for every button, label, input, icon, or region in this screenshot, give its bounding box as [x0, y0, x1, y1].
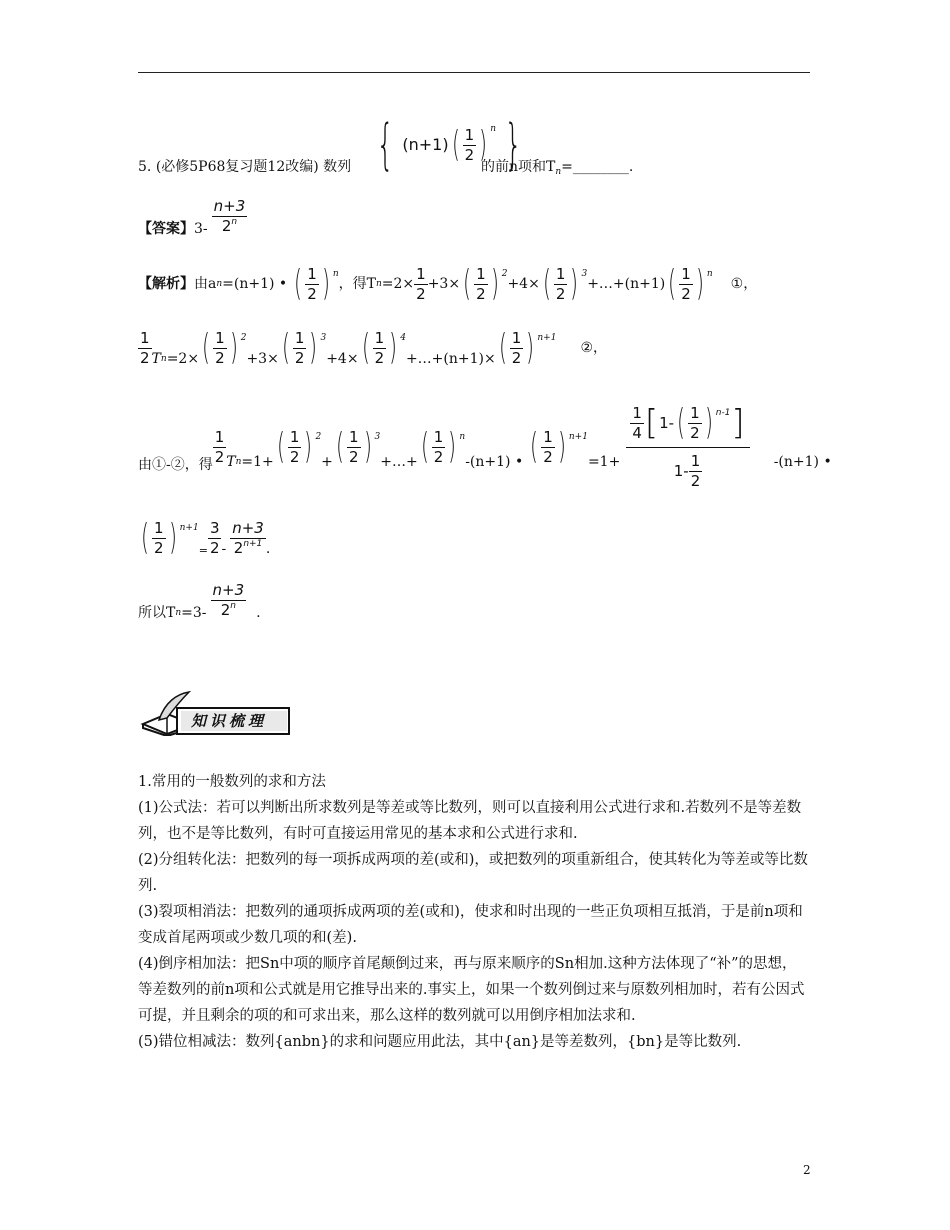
knowledge-item-2: (2)分组转化法：把数列的每一项拆成两项的差(或和)，或把数列的项重新组合，使其转化为等差或等比数列. [138, 852, 808, 894]
answer-num: n+3 [213, 196, 246, 215]
text-d: =2× [381, 276, 415, 292]
knowledge-item-1: (1)公式法：若可以判断出所求数列是等差或等比数列，则可以直接利用公式进行求和.若数列不是等差数列，也不是等比数列，有时可直接运用常见的基本求和公式进行求和. [138, 800, 802, 842]
text-a: 由a [194, 276, 217, 292]
quarter-num: 1 [632, 403, 642, 422]
quarter-den: 4 [632, 423, 642, 442]
knowledge-item-5: (5)错位相减法：数列{anbn}的求和问题应用此法，其中{an}是等差数列，{bn}是等比数列. [138, 1034, 742, 1050]
text-c: ，得T [338, 276, 376, 292]
blank: =________. [561, 159, 634, 175]
text-a: 所以T [138, 605, 176, 621]
period: . [265, 541, 271, 557]
answer-line: 【答案】 3- $\frac{n+3}{2^n}$ [138, 196, 246, 237]
text-b: =(n+1) • [222, 276, 288, 292]
header-rule [138, 72, 810, 73]
equals: = [198, 543, 208, 557]
analysis-line-1: 【解析】 由a n =(n+1) • ( $\frac{1}{2}$ ) n ，得T n =2× $\frac{1}{2}$ +3× ( $\frac{1}{2}$ ) 2 +4× ( $\frac{1}{2}$ ) 3 +…+(n+1) ( $\frac{1}{2}$ ) n ①， [138, 263, 758, 304]
equation-mark-1: ①， [730, 276, 758, 292]
analysis-line-4: ( $\frac{1}{2}$ ) n+1 = $\frac{3}{2}$ - $\frac{n+3}{2^{n+1}}$ . [141, 517, 271, 558]
problem-line [138, 160, 351, 174]
analysis-line-3: 由①-②，得 $\frac{1}{2}$ T n =1+ ( $\frac{1}{2}$ ) 2 + ( $\frac{1}{2}$ ) 3 +…+ ( $\frac{1}{2}$ ) n -(n+1) • ( $\frac{1}{2}$ ) n+1 =1+ $\frac{1}{4}$ [ 1- ( $\frac{1}{2}$ ) n-1 ] 1- $\frac{1}{2}$ -(n+1) • [138, 402, 832, 490]
analysis-label: 【解析】 [138, 276, 194, 292]
knowledge-item-4: (4)倒序相加法：把Sn中项的顺序首尾颠倒过来，再与原来顺序的Sn相加.这种方法体现了“补”的思想，等差数列的前n项和公式就是用它推导出来的.事实上，如果一个数列倒过来与原数列相加时，若有公因式可提，并且剩余的项的和可求出来，那么这样的数列就可以用倒序相加法求和. [138, 956, 805, 1024]
badge-text: 知识梳理 [191, 712, 268, 730]
sequence-braces: { (n+1) ( $\frac{1}{2}$ ) n } [376, 113, 522, 176]
knowledge-item-3: (3)裂项相消法：把数列的通项拆成两项的差(或和)，使求和时出现的一些正负项相互抵消，于是前n项和变成首尾两项或少数几项的和(差). [138, 904, 803, 946]
text-e: -(n+1) • [465, 454, 524, 470]
one-minus: 1- [659, 413, 675, 432]
equation-mark-2: ②， [580, 340, 607, 356]
text-d: +…+ [380, 454, 418, 470]
knowledge-badge [137, 690, 291, 736]
text-b: =1+ [241, 454, 274, 470]
minus: - [221, 541, 227, 557]
text-c: +4× [326, 351, 359, 367]
text-b: +3× [246, 351, 279, 367]
t-symbol: T [151, 351, 161, 367]
problem-text-before: 数列 [323, 159, 352, 175]
text-c: + [321, 454, 333, 470]
text-a: =2× [166, 351, 200, 367]
text-a: 由①-②，得 [138, 457, 213, 473]
result-den: 2 [233, 538, 244, 557]
page-number: 2 [803, 1163, 811, 1177]
problem-number: 5. [138, 159, 152, 175]
knowledge-section [138, 769, 810, 1055]
text-g: -(n+1) • [773, 454, 832, 470]
term-factor: (n+1) [402, 135, 449, 154]
text-f: +4× [507, 276, 540, 292]
text-b: =3- [181, 605, 207, 621]
problem-text-after: 的前n项和T [481, 159, 556, 175]
three-num: 3 [209, 518, 220, 537]
frac-den: 2 [464, 145, 475, 164]
answer-label: 【答案】 [138, 221, 194, 237]
answer-den: 2 [221, 216, 232, 235]
text-f: =1+ [587, 454, 621, 470]
t-symbol: T [226, 454, 236, 470]
conclusion-line: 所以T n =3- $\frac{n+3}{2^n}$ . [138, 580, 261, 621]
problem-source: (必修5P68复习题12改编) [155, 159, 319, 175]
big-fraction: $\frac{1}{4}$ [ 1- ( $\frac{1}{2}$ ) n-1 ] 1- $\frac{1}{2}$ [626, 405, 749, 489]
frac-num: 1 [464, 125, 475, 144]
den-one-minus: 1- [673, 462, 689, 480]
result-num: n+3 [232, 518, 264, 537]
analysis-line-2: $\frac{1}{2}$ T n =2× ( $\frac{1}{2}$ ) 2 +3× ( $\frac{1}{2}$ ) 3 +4× ( $\frac{1}{2}$ ) 4 +…+(n+1)× ( $\frac{1}{2}$ ) n+1 ②， [140, 327, 607, 368]
text-g: +…+(n+1) [587, 276, 666, 292]
answer-prefix: 3- [194, 221, 208, 237]
text-e: +3× [427, 276, 461, 292]
problem-line-tail: 的前n项和$T_n=\_\_\_\_\_\_\_\_$. [481, 159, 634, 177]
period: . [256, 605, 261, 621]
text-d: +…+(n+1)× [405, 351, 496, 367]
knowledge-title: 1.常用的一般数列的求和方法 [138, 774, 326, 790]
power-n: n [490, 123, 497, 134]
